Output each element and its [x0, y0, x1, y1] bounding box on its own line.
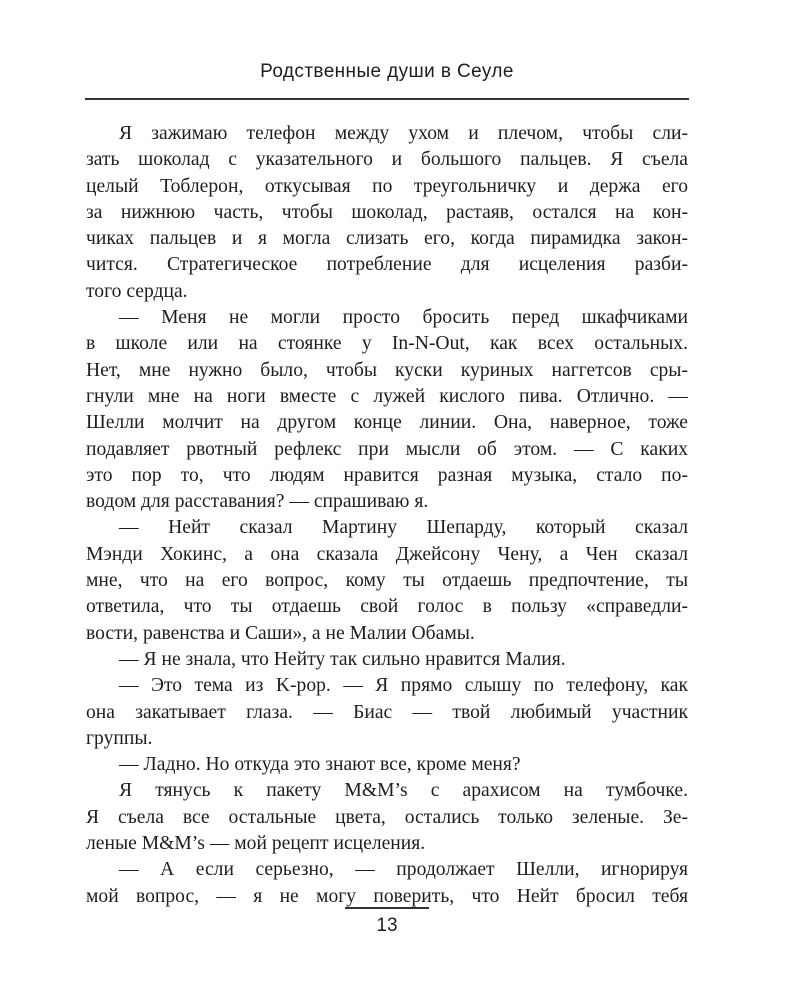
- running-head-title: Родственные души в Сеуле: [260, 61, 514, 82]
- text-line: леные M&M’s — мой рецепт исцеления.: [86, 833, 426, 855]
- text-line: это пор то, что людям нравится разная музыка, стало по-: [86, 464, 688, 486]
- text-line: того сердца.: [86, 280, 188, 302]
- text-line: чится. Стратегическое потребление для исцеления разби-: [86, 254, 688, 276]
- text-line: мой вопрос, — я не могу поверить, что Нейт бросил тебя: [86, 885, 688, 907]
- text-line: ответила, что ты отдаешь свой голос в пользу «справедли-: [86, 596, 688, 618]
- text-line: Я тянусь к пакету M&M’s с арахисом на тумбочке.: [119, 780, 688, 802]
- text-line: целый Тоблерон, откусывая по треугольничку и держа его: [86, 175, 688, 197]
- header-divider: [85, 98, 689, 100]
- text-line: гнули мне на ноги вместе с лужей кислого пива. Отлично. —: [86, 385, 688, 407]
- text-line: в школе или на стоянке у In-N-Out, как всех остальных.: [86, 333, 688, 355]
- text-line: — Ладно. Но откуда это знают все, кроме меня?: [119, 754, 521, 776]
- text-line: — Это тема из K-pop. — Я прямо слышу по телефону, как: [119, 675, 688, 697]
- body-text: [86, 121, 688, 910]
- text-line: за нижнюю часть, чтобы шоколад, растаяв, остался на кон-: [86, 201, 688, 223]
- text-line: Нет, мне нужно было, чтобы куски куриных наггетсов сры-: [86, 359, 688, 381]
- page-number: 13: [376, 915, 398, 936]
- text-line: Я зажимаю телефон между ухом и плечом, чтобы сли-: [119, 123, 688, 144]
- text-line: зать шоколад с указательного и большого пальцев. Я съела: [86, 149, 688, 171]
- text-line: — Нейт сказал Мартину Шепарду, который сказал: [119, 517, 688, 539]
- text-line: чиках пальцев и я могла слизать его, когда пирамидка закон-: [86, 228, 688, 250]
- text-line: — А если серьезно, — продолжает Шелли, игнорируя: [119, 859, 688, 881]
- footer-divider: [345, 907, 429, 909]
- text-line: водом для расставания? — спрашиваю я.: [86, 491, 429, 513]
- text-line: группы.: [86, 727, 153, 749]
- text-line: Мэнди Хокинс, а она сказала Джейсону Чену, а Чен сказал: [86, 543, 688, 565]
- text-line: — Меня не могли просто бросить перед шкафчиками: [119, 307, 688, 329]
- text-line: Я съела все остальные цвета, остались только зеленые. Зе-: [86, 806, 688, 828]
- text-line: она закатывает глаза. — Биас — твой любимый участник: [86, 701, 688, 723]
- text-line: Шелли молчит на другом конце линии. Она, наверное, тоже: [86, 412, 688, 434]
- text-line: — Я не знала, что Нейту так сильно нравится Малия.: [119, 648, 566, 670]
- text-line: мне, что на его вопрос, кому ты отдаешь предпочтение, ты: [86, 570, 688, 592]
- text-line: подавляет рвотный рефлекс при мысли об этом. — С каких: [86, 438, 688, 460]
- text-line: вости, равенства и Саши», а не Малии Обамы.: [86, 622, 475, 644]
